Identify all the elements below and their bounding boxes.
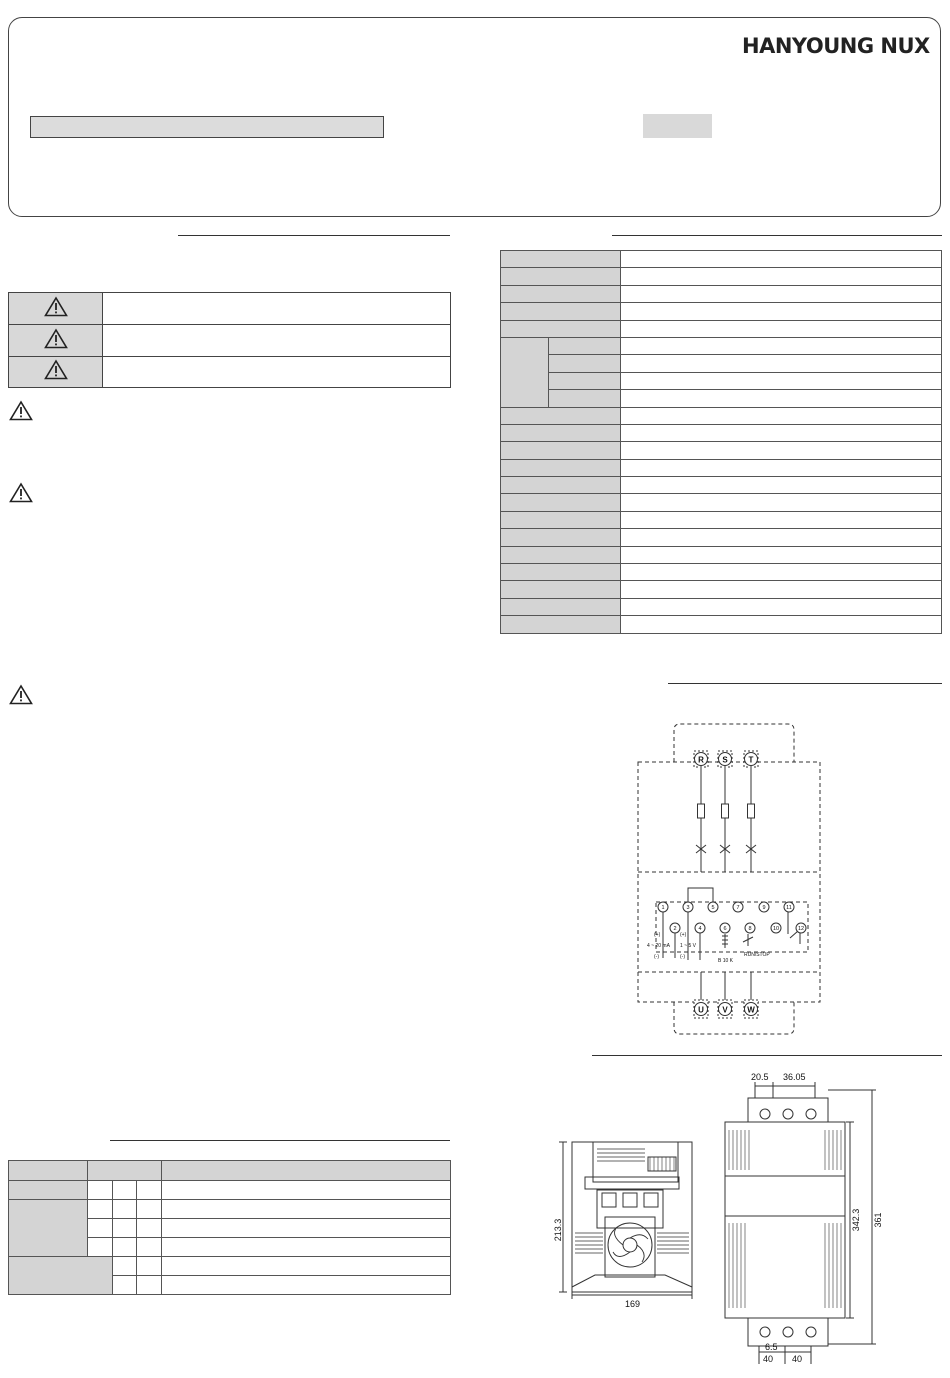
spec-row (501, 511, 942, 528)
dim-bottom-a: 40 (763, 1354, 774, 1364)
front-view-drawing (555, 1135, 705, 1310)
current-minus-label: (-) (654, 954, 659, 960)
warning-row-danger (9, 293, 451, 325)
spec-row (501, 407, 942, 424)
control-terminal-2: 2 (673, 926, 677, 932)
voltage-range-label: 1 ~ 5 V (680, 943, 696, 949)
spec-row (501, 303, 942, 320)
runstop-label: RUN/STOP (744, 952, 770, 958)
spec-row (501, 564, 942, 581)
spec-row (501, 285, 942, 302)
bottom-cover-outline (674, 1002, 794, 1034)
warning-symbol-cell (9, 357, 103, 388)
ordering-code-table (8, 1160, 451, 1295)
spec-row (501, 268, 942, 285)
spec-row (501, 598, 942, 615)
warning-symbol-cell (9, 325, 103, 357)
dim-front-height: 213.3 (553, 1218, 563, 1242)
terminal-V: V (722, 1005, 728, 1015)
dim-side-outer: 361 (873, 1212, 883, 1228)
section-rule-wiring (668, 683, 942, 684)
spec-row (501, 390, 942, 407)
danger-icon (9, 400, 33, 421)
control-terminal-10: 10 (772, 926, 780, 932)
ordering-row (9, 1200, 451, 1219)
top-terminal-block (748, 1098, 828, 1122)
spec-row (501, 337, 942, 354)
spec-row (501, 320, 942, 337)
terminal-W: W (747, 1005, 755, 1015)
warning-row-caution (9, 357, 451, 388)
brand-logo: HANYOUNG NUX (742, 34, 930, 58)
warning-text-cell (103, 293, 451, 325)
current-range-label: 4 ~ 20 mA (647, 943, 670, 949)
section-rule-safety (178, 235, 450, 236)
control-terminal-4: 4 (698, 926, 702, 932)
section-rule-dimensions (592, 1055, 942, 1056)
control-terminal-6: 6 (723, 926, 727, 932)
warning-text-cell (103, 357, 451, 388)
terminal-U: U (698, 1005, 704, 1015)
spec-row (501, 459, 942, 476)
spec-row (501, 372, 942, 389)
dim-top-b: 36.05 (783, 1072, 806, 1082)
warning-icon (44, 296, 68, 317)
unit-outline (638, 762, 820, 1002)
specification-table (500, 250, 942, 634)
control-terminal-8: 8 (748, 926, 752, 932)
dim-side-inner: 342.3 (851, 1208, 861, 1232)
control-terminal-11: 11 (786, 905, 792, 911)
control-terminal-7: 7 (736, 905, 740, 911)
control-terminal-3: 3 (686, 905, 690, 911)
side-enclosure (725, 1122, 845, 1318)
dim-front-width: 169 (625, 1299, 641, 1309)
control-terminal-1: 1 (661, 905, 665, 911)
warning-icon (9, 482, 33, 503)
voltage-minus-label: (-) (680, 954, 685, 960)
terminal-R: R (698, 755, 704, 765)
control-terminal-5: 5 (711, 905, 715, 911)
terminal-S: S (722, 755, 728, 765)
wiring-diagram (630, 720, 830, 1038)
top-cover-outline (674, 724, 794, 762)
ordering-header-row (9, 1161, 451, 1181)
control-terminal-12: 12 (797, 926, 805, 932)
voltage-plus-label: (+) (680, 932, 687, 938)
spec-row (501, 546, 942, 563)
side-view-drawing (715, 1068, 890, 1370)
spec-row (501, 442, 942, 459)
ordering-row (9, 1181, 451, 1200)
control-terminal-9: 9 (762, 905, 766, 911)
dim-bottom-b: 40 (792, 1354, 803, 1364)
resistor-label: B 10 K (718, 958, 734, 964)
section-rule-ordering (110, 1140, 450, 1141)
spec-row (501, 581, 942, 598)
spec-row (501, 616, 942, 633)
spec-row (501, 477, 942, 494)
spec-row (501, 355, 942, 372)
current-plus-label: (+) (654, 932, 661, 938)
warning-row-warning (9, 325, 451, 357)
terminal-T: T (748, 755, 754, 765)
dim-bottom-hole: 6.5 (765, 1342, 778, 1352)
ordering-row (9, 1257, 451, 1276)
warning-text-cell (103, 325, 451, 357)
model-name-box (30, 116, 384, 138)
spec-row (501, 424, 942, 441)
warning-icon (44, 328, 68, 349)
spec-row (501, 529, 942, 546)
model-chip (643, 114, 712, 138)
dim-top-a: 20.5 (751, 1072, 769, 1082)
warning-symbol-cell (9, 293, 103, 325)
section-rule-specs (612, 235, 942, 236)
warning-legend-table (8, 292, 451, 388)
caution-icon (9, 684, 33, 705)
spec-row (501, 494, 942, 511)
warning-icon (44, 359, 68, 380)
cooling-fan (608, 1223, 652, 1267)
spec-row (501, 251, 942, 268)
